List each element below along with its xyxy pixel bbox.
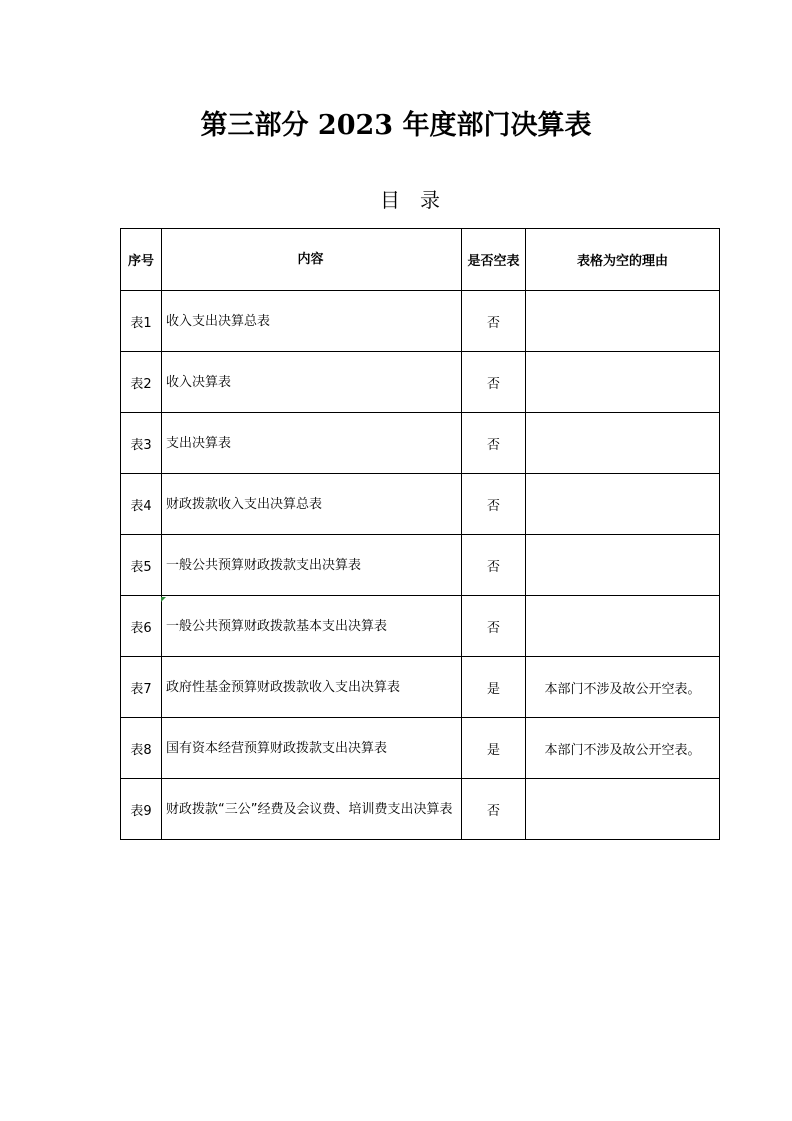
row-content: 收入决算表 [162, 352, 462, 413]
row-is-empty: 是 [462, 718, 526, 779]
table-row [121, 291, 720, 352]
table-row [121, 779, 720, 840]
row-seq: 表5 [121, 535, 162, 596]
table-row [121, 413, 720, 474]
row-reason [526, 474, 720, 535]
row-seq: 表3 [121, 413, 162, 474]
row-reason [526, 535, 720, 596]
row-content: 一般公共预算财政拨款基本支出决算表 [162, 596, 462, 657]
row-seq: 表1 [121, 291, 162, 352]
toc-table [120, 228, 720, 840]
row-content: 财政拨款收入支出决算总表 [162, 474, 462, 535]
table-row [121, 474, 720, 535]
row-reason: 本部门不涉及故公开空表。 [526, 657, 720, 718]
row-reason [526, 413, 720, 474]
table-row [121, 535, 720, 596]
row-content: 财政拨款“三公”经费及会议费、培训费支出决算表 [162, 779, 462, 840]
row-is-empty: 否 [462, 474, 526, 535]
table-row [121, 657, 720, 718]
row-seq: 表8 [121, 718, 162, 779]
row-seq: 表6 [121, 596, 162, 657]
row-content: 国有资本经营预算财政拨款支出决算表 [162, 718, 462, 779]
row-content: 收入支出决算总表 [162, 291, 462, 352]
row-is-empty: 否 [462, 413, 526, 474]
table-row [121, 352, 720, 413]
row-seq: 表9 [121, 779, 162, 840]
table-header-row [121, 229, 720, 291]
row-reason: 本部门不涉及故公开空表。 [526, 718, 720, 779]
header-content: 内容 [162, 229, 462, 291]
header-reason: 表格为空的理由 [526, 229, 720, 291]
header-seq: 序号 [121, 229, 162, 291]
row-reason [526, 291, 720, 352]
row-is-empty: 否 [462, 535, 526, 596]
row-is-empty: 是 [462, 657, 526, 718]
row-is-empty: 否 [462, 779, 526, 840]
row-is-empty: 否 [462, 291, 526, 352]
cell-comment-marker [161, 597, 166, 602]
row-is-empty: 否 [462, 352, 526, 413]
row-seq: 表4 [121, 474, 162, 535]
row-content: 政府性基金预算财政拨款收入支出决算表 [162, 657, 462, 718]
row-reason [526, 352, 720, 413]
header-is-empty: 是否空表 [462, 229, 526, 291]
toc-heading: 目录 [380, 188, 460, 212]
row-reason [526, 779, 720, 840]
row-seq: 表7 [121, 657, 162, 718]
row-content: 支出决算表 [162, 413, 462, 474]
table-row [121, 596, 720, 657]
row-is-empty: 否 [462, 596, 526, 657]
table-row [121, 718, 720, 779]
page-title: 第三部分 2023 年度部门决算表 [200, 110, 592, 141]
row-seq: 表2 [121, 352, 162, 413]
row-reason [526, 596, 720, 657]
row-content: 一般公共预算财政拨款支出决算表 [162, 535, 462, 596]
